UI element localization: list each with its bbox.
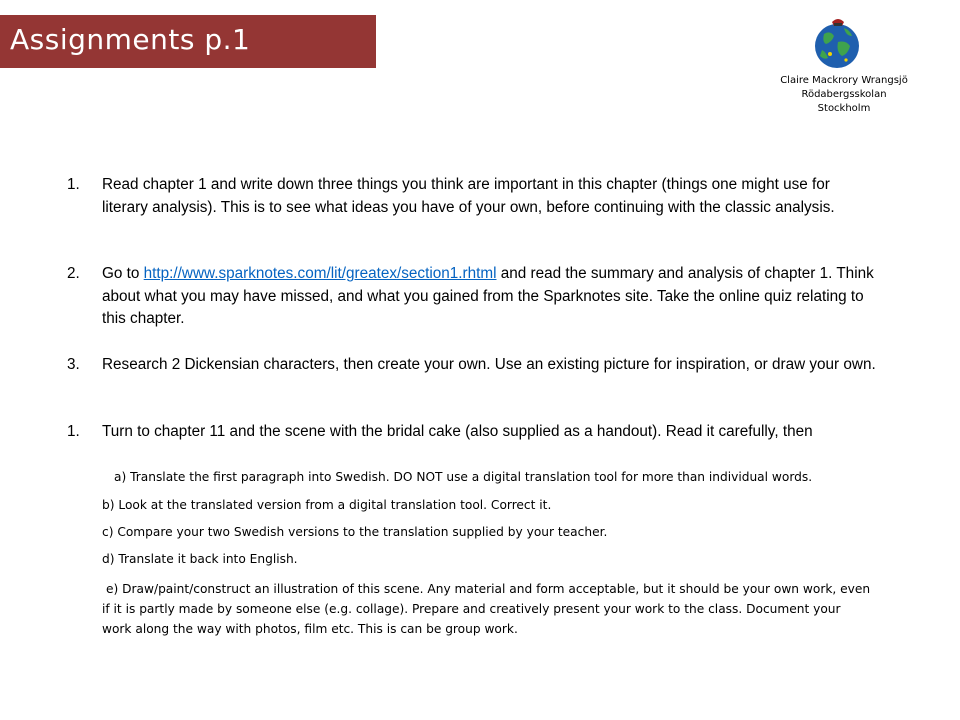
- item-text: Go to http://www.sparknotes.com/lit/greatex/section1.rhtml and read the summary and analysis of chapter 1. Think about what you may have missed, and what you gained from the Sparknotes site. Take the online quiz relating to this chapter.: [102, 265, 874, 327]
- author-city: Stockholm: [817, 103, 871, 114]
- author-block: [760, 74, 928, 116]
- subitem-e: e) Draw/paint/construct an illustration of this scene. Any material and form acceptable, but it should be your own work, even if it is partly made by someone else (e.g. collage). Prepare and creatively present your work to the class. Document your work along the way with photos, film etc. This is can be group work.: [102, 582, 871, 636]
- item-number: 2.: [67, 265, 80, 282]
- author-name: Claire Mackrory Wrangsjö: [780, 75, 908, 86]
- globe-icon: [810, 14, 862, 70]
- subitem-b: b) Look at the translated version from a digital translation tool. Correct it.: [102, 498, 552, 512]
- subitem-a: a) Translate the first paragraph into Swedish. DO NOT use a digital translation tool for more than individual words.: [114, 470, 813, 484]
- subitem-d: d) Translate it back into English.: [102, 552, 298, 566]
- item-number: 1.: [67, 423, 80, 440]
- item-number: 3.: [67, 356, 80, 373]
- item-number: 1.: [67, 176, 80, 193]
- author-school: Rödabergsskolan: [801, 89, 887, 100]
- subitem-c: c) Compare your two Swedish versions to the translation supplied by your teacher.: [102, 525, 608, 539]
- page-title: Assignments p.1: [10, 23, 251, 56]
- item-text: Turn to chapter 11 and the scene with the bridal cake (also supplied as a handout). Read it carefully, then: [102, 423, 813, 440]
- item-text: Read chapter 1 and write down three things you think are important in this chapter (things one might use for literary analysis). This is to see what ideas you have of your own, before continuing with the classic analysis.: [102, 176, 835, 216]
- sparknotes-link[interactable]: http://www.sparknotes.com/lit/greatex/section1.rhtml: [143, 265, 497, 282]
- item-text: Research 2 Dickensian characters, then create your own. Use an existing picture for inspiration, or draw your own.: [102, 356, 876, 373]
- title-bar: [0, 15, 376, 68]
